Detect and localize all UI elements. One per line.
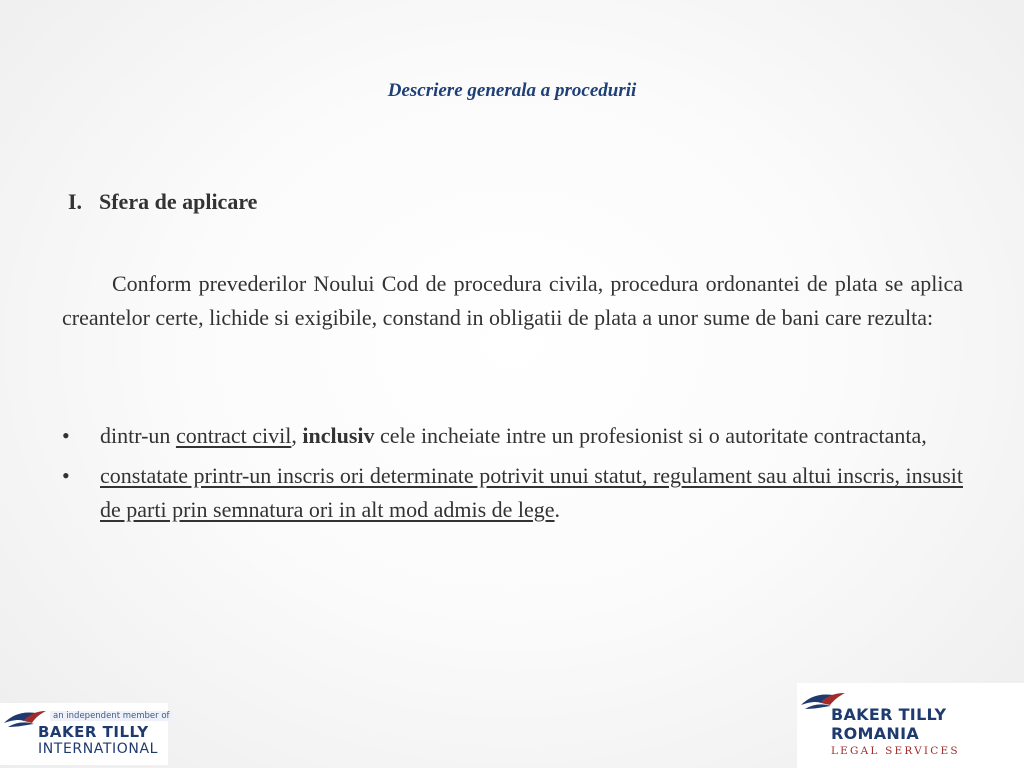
bullet-rest: cele incheiate intre un profesionist si o autoritate contractanta, bbox=[374, 423, 927, 448]
logo-services: LEGAL SERVICES bbox=[831, 745, 960, 757]
bullet-item bbox=[62, 459, 963, 527]
bullet-item bbox=[62, 419, 963, 453]
bullet-marker: • bbox=[62, 423, 70, 448]
underlined-text: constatate printr-un inscris ori determinate potrivit unui statut, regulament sau altui inscris, insusit de parti prin semnatura ori in alt mod admis de lege bbox=[100, 463, 963, 522]
bullet-prefix: dintr-un bbox=[100, 423, 176, 448]
bold-inclusiv: inclusiv bbox=[302, 423, 375, 448]
bullet-separator: , bbox=[291, 423, 303, 448]
slide-title: Descriere generala a procedurii bbox=[387, 80, 637, 101]
section-heading bbox=[68, 189, 257, 215]
section-title: Sfera de aplicare bbox=[99, 189, 258, 214]
contract-civil-text: contract civil bbox=[175, 423, 292, 448]
logo-subtitle: INTERNATIONAL bbox=[38, 741, 159, 757]
logo-country: ROMANIA bbox=[831, 724, 920, 743]
logo-name: BAKER TILLY bbox=[38, 723, 149, 741]
member-text: an independent member of bbox=[50, 711, 173, 721]
baker-tilly-international-logo bbox=[0, 703, 168, 765]
bullet-end: . bbox=[554, 497, 561, 522]
bullet-marker: • bbox=[62, 463, 70, 488]
bullet-list bbox=[62, 419, 963, 533]
intro-paragraph: Conform prevederilor Noului Cod de procedura civila, procedura ordonantei de plata se aplica creantelor certe, lichide si exigibile, constand in obligatii de plata a unor sume de bani care rezulta: bbox=[62, 271, 963, 330]
baker-tilly-romania-logo bbox=[797, 683, 1024, 768]
section-number: I. bbox=[68, 189, 83, 214]
logo-name: BAKER TILLY bbox=[831, 705, 947, 724]
